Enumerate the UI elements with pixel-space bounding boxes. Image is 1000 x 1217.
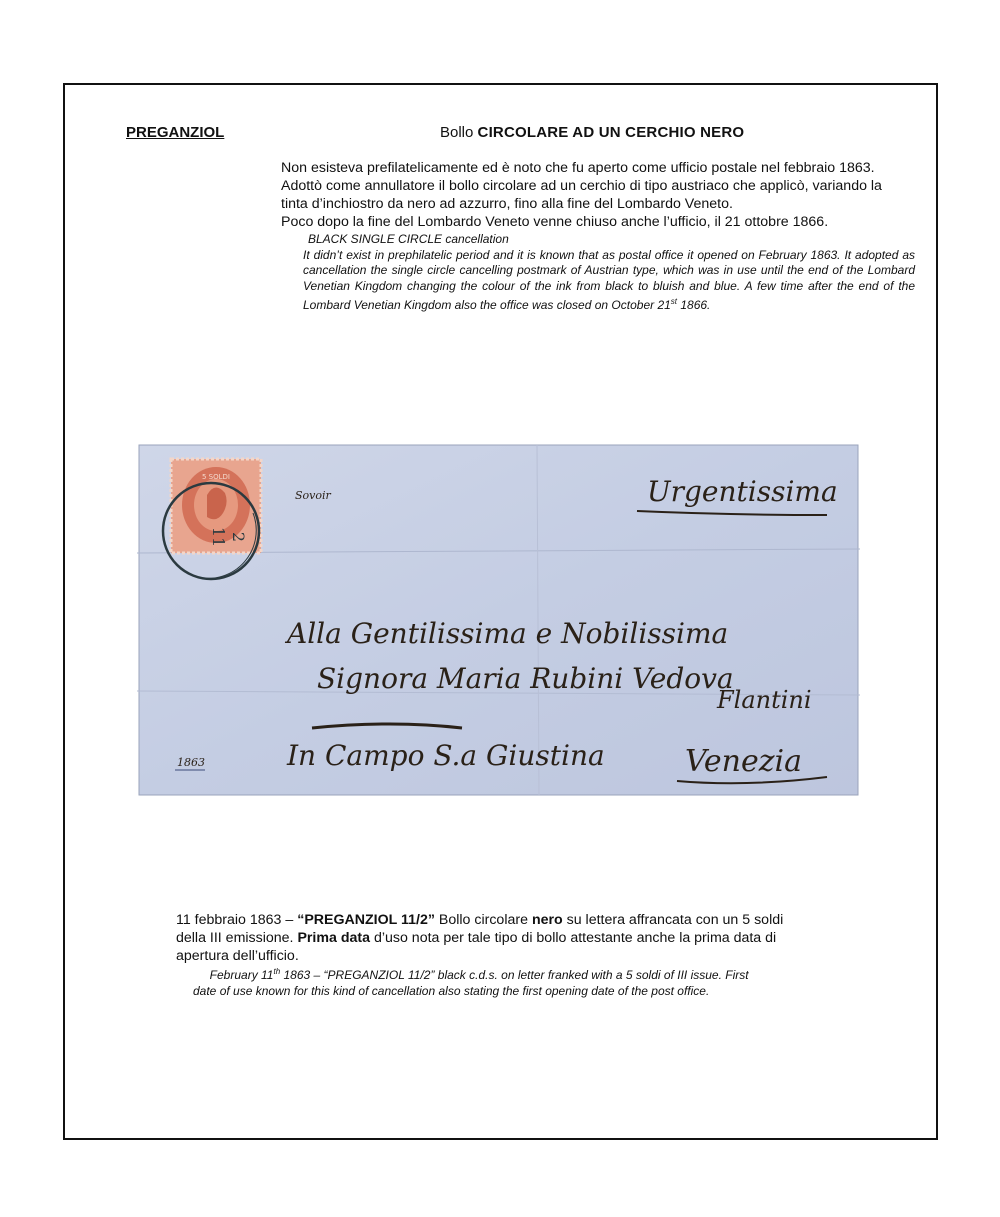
- address-line-3: In Campo S.a Giustina: [287, 739, 605, 772]
- intro-it-line: Non esisteva prefilatelicamente ed è noto che fu aperto come ufficio postale nel febbraio 1863.: [281, 160, 875, 176]
- caption-it-line-3: apertura dell’ufficio.: [176, 948, 299, 964]
- address-line-2b: Flantini: [717, 686, 812, 714]
- caption-it-line-1: 11 febbraio 1863 – “PREGANZIOL 11/2” Bollo circolare nero su lettera affrancata con un 5 soldi: [176, 912, 784, 928]
- caption-en-line-2: date of use known for this kind of cancellation also stating the first opening date of the post office.: [193, 984, 710, 998]
- pencil-note: Sovoir: [295, 489, 331, 502]
- address-line-1: Alla Gentilissima e Nobilissima: [287, 617, 729, 650]
- heading-prefix: Bollo: [440, 124, 474, 141]
- caption-it-line-2: della III emissione. Prima data d’uso nota per tale tipo di bollo attestante anche la prima data di: [176, 930, 777, 946]
- intro-en-date-sup: st: [670, 296, 678, 306]
- intro-en-date-year: 1866.: [677, 297, 711, 312]
- letter-cover-image: [137, 443, 860, 797]
- caption-en-line-1: February 11th 1863 – “PREGANZIOL 11/2” black c.d.s. on letter franked with a 5 soldi of III issue. First: [209, 967, 749, 982]
- heading-type: CIRCOLARE AD UN CERCHIO NERO: [477, 124, 745, 141]
- address-line-2: Signora Maria Rubini Vedova: [317, 662, 734, 695]
- intro-it-line: Poco dopo la fine del Lombardo Veneto venne chiuso anche l’ufficio, il 21 ottobre 1866.: [281, 214, 829, 230]
- stamp-label: 5 SOLDI: [202, 473, 230, 481]
- intro-it-line: tinta d’inchiostro da nero ad azzurro, fino alla fine del Lombardo Veneto.: [281, 196, 733, 212]
- town-name: PREGANZIOL: [126, 124, 225, 141]
- cancellation-heading: [440, 124, 744, 141]
- pencil-year: 1863: [177, 756, 205, 769]
- caption-italian: [176, 911, 836, 965]
- postmark-date: 11: [209, 526, 228, 548]
- postmark-month: 2: [229, 531, 248, 543]
- intro-english-title: BLACK SINGLE CIRCLE cancellation: [308, 232, 509, 246]
- city: Venezia: [685, 744, 803, 779]
- intro-en-date: October 21: [611, 297, 671, 312]
- intro-english: [303, 248, 915, 313]
- caption-english: [193, 964, 833, 999]
- intro-en-body: It didn’t exist in prephilatelic period and it is known that as postal office it opened on February 1863. It adopted as cancellation the single circle cancelling postmark of Austrian type, which was in use until the end of the Lombard Venetian Kingdom changing the colour of the ink from black to bluish and blue. A few time after the end of the Lombard Venetian Kingdom also the office was closed on: [303, 248, 915, 312]
- intro-italian: [281, 159, 921, 231]
- urgent-note: Urgentissima: [647, 475, 838, 508]
- intro-it-line: Adottò come annullatore il bollo circolare ad un cerchio di tipo austriaco che applicò, variando la: [281, 178, 882, 194]
